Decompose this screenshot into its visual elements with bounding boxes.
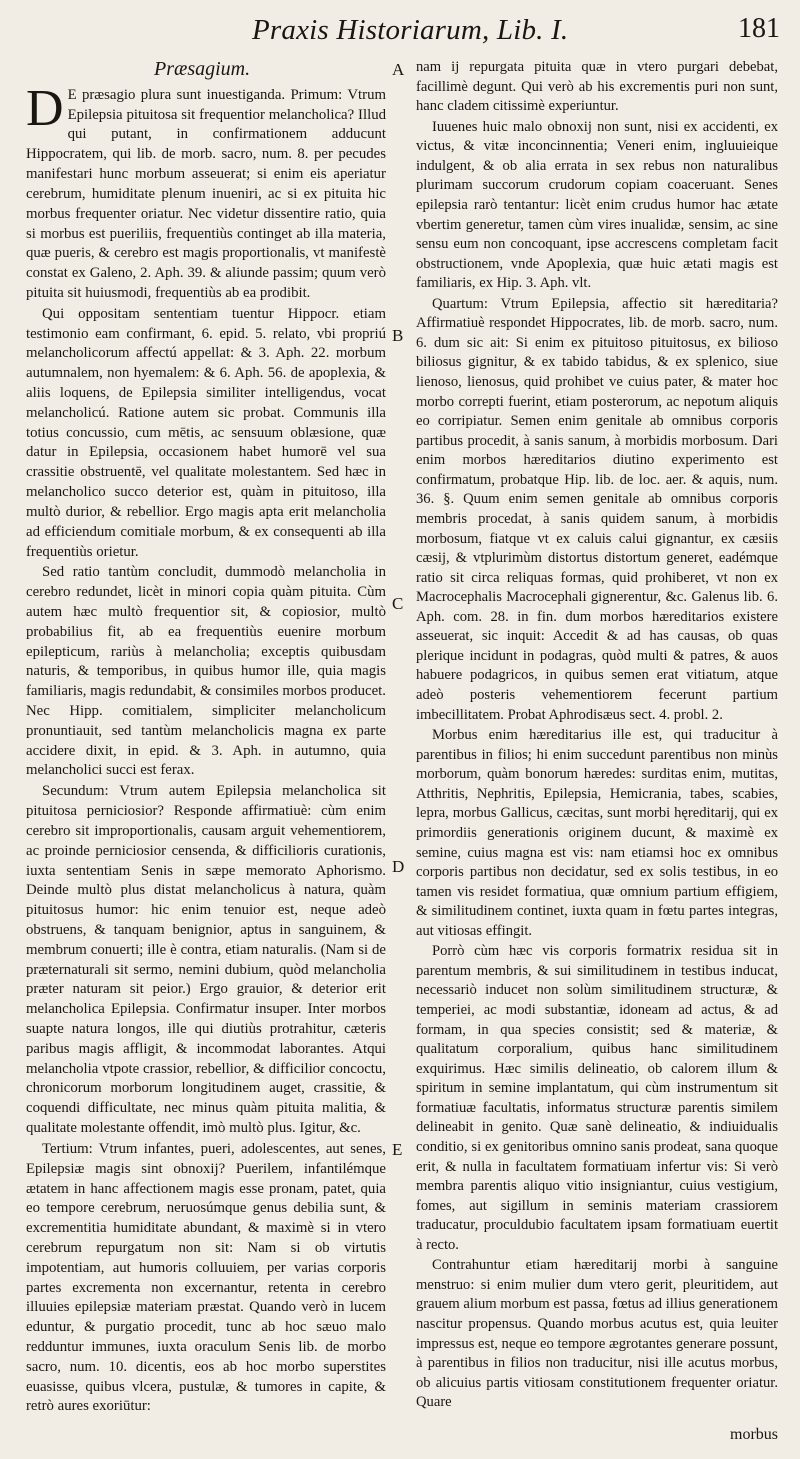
paragraph: Porrò cùm hæc vis corporis formatrix residua sit in parentum membris, & sui similitudinem in testibus inducat, necessariò inducet non solùm similitudinem structuræ, & temperiei, ac modi substantiæ, idoneam ad actus, & ad formam, in qua species consistit; sed & materiæ, & qualitatum corporalium, quibus hanc similitudinem exquirimus. Hæc similis delineatio, ob calorem illum & spiritum in semine implantatum, qui cùm instrumentum sit formatiuæ facultatis, informatus structuræ parentis similem delineabit in genito. Quæ sanè delineatio, & indiuidualis conditio, si ex genitoribus omnino sanis prodeat, sana quoque erit, & nulla in facultatem formatiuam infertur vis: Si verò membra parentis aliquo vitio insigniantur, cuius vestigium, fomes, aut sigillum in seminis materiam crassiorem traducatur, proculdubio facultatem ipsam formatiuam euertit à recto. <box>416 943 778 1253</box>
margin-marker-d: D <box>392 857 405 876</box>
paragraph: Morbus enim hæreditarius ille est, qui traducitur à parentibus in filios; hi enim succedunt parentibus non minùs morborum, quàm bonorum hæredes: surditas enim, mutitas, Atthritis, Nephritis, Epilepsia, Hemicrania, tabes, scabies, lepra, morbus Gallicus, cæcitas, sunt morbi hęreditarij, qui ex primordiis generationis originem ducunt, & maximè ex semine, cuius magna est vis: nam etiamsi hoc ex omnibus corporis partibus non decidatur, sed ex solis testibus, in eo tamen vis residet formatiua, quæ omnium partium effigiem, & similitudinem continet, iuxta quam in fœtu partes integras, aut vitiosas effingit. <box>416 727 778 939</box>
paragraph: Quartum: Vtrum Epilepsia, affectio sit hæreditaria? Affirmatiuè respondet Hippocrates, lib. de morb. sacro, num. 6. dum sic ait: Si enim ex pituitoso pituitosus, ex bilioso biliosus gignitur, & ex tabido tabidus, & ex splenico, siue lienoso, lienosus, quid prohibet ve cuius pater, & mater hoc morbo correpti fuerint, etiam posterorum, ac nepotum aliquis eo corripiatur. Semen enim genitale ab omnibus corporis partibus procedit, à sanis sanum, à morbidis morbosum. Dari enim morbos hæreditarios diutino experimento est confirmatum, probatque Hip. lib. de loc. aer. & aquis, num. 36. §. Quum enim semen genitale ab omnibus corporis membris procedat, à sanis quidem sanum, à morbidis morbosum, fiatque vt ex caluis calui gignantur, ex cæsiis cæsij, & vtplurimùm distortus distortum generet, eadémque ratio sit circa reliquas formas, quid prohiberet, vt non ex Macrocephalis Macrocephali gignerentur, &c. Galenus lib. 6. Aph. com. 28. in fin. dum morbos hæreditarios existere asseuerat, sic inquit: Accedit & ad has causas, ob quas plerique incidunt in podagras, quòd multi & patres, & auos habuere podagricos, in quibus semen erat vitiatum, atque adeò posteris vehementiorem fecerunt partium imbecillitatem. Probat Aphrodisæus sect. 4. probl. 2. <box>416 295 778 723</box>
margin-marker-c: C <box>392 594 404 613</box>
paragraph: Tertium: Vtrum infantes, pueri, adolescentes, aut senes, Epilepsiæ magis sint obnoxij? Puerilem, infantilémque ætatem in hanc affectionem magis esse pronam, patet, quia eo tempore cerebrum, neruosúmque genus debilia sunt, & excrementitia humiditate abundant, & maximè si in vtero cerebrum repurgatum non sit: Nam si ob virtutis impotentiam, aut humoris colluuiem, per varias corporis partes excrementa non excernantur, retenta in cerebro illuuies epilepsiæ materiam præstat. Quando verò in lucem eduntur, & purgatio procedit, tunc ab hoc sæuo malo redduntur immunes, iuxta oraculum Senis lib. de morbo sacro, num. 10. dicentis, eos ab hoc morbo superstites euasisse, quibus vlcera, pustulæ, & tumores in capite, & retrò aures exoriūtur: <box>26 1140 386 1415</box>
section-title: Præsagium. <box>154 58 251 80</box>
paragraph: Secundum: Vtrum autem Epilepsia melancholica sit pituitosa perniciosior? Responde affirmatiuè: cùm enim cerebro sit improportionalis, causam arguit vehementiorem, ac proinde perniciosior censenda, & difficilioris curationis, iuxta sententiam Senis in sæpe memorato Aphorismo. Deinde multò plus distat melancholicus à natura, quàm pituitosus humor: hic enim tenuior est, neque adeò obstruens, & tanquam benignior, aptus in sanguinem, & membrum conuerti; ille è contra, etiam naturalis. (Nam si de præternaturali sit sermo, nemini dubium, quòd melancholia præter naturam sit peior.) Ergo grauior, & deterior erit melancholica Epilepsia. Confirmatur insuper. Inter morbos suapte natura longos, ille qui diutiùs protrahitur, cæteris paribus magis affligit, & incommodat laborantes. Atqui melancholia vtpote crassior, rebellior, & difficilior concoctu, chronicorum morborum longitudinem auget, crassitie, & coquendi difficultate, nec minus quàm pituita malitia, & qualitate molestante offendit, imò multò plus. Igitur, &c. <box>26 783 386 1137</box>
margin-marker-b: B <box>392 326 404 345</box>
dropcap: D <box>26 79 64 137</box>
margin-marker-a: A <box>392 60 405 79</box>
paragraph-text: E præsagio plura sunt inuestiganda. Primum: Vtrum Epilepsia pituitosa sit frequentior melancholica? Illud qui putant, in confirmationem adducunt Hippocratem, qui lib. de morb. sacro, num. 8. per pecudes manifestari hunc morbum asseuerat; si enim eis aperiatur cerebrum, humiditate plenum inueniri, ac si ex pituita hic morbus frequenter oriatur. Nec videtur dissentire ratio, quia si morbus est pueriliis, frequentiùs continget ab illa materia, quæ pueris, & cerebro est magis proportionalis, vt manifestè constat ex Galeno, 2. Aph. 39. & aliunde passim; quum verò pituita sit huiusmodi, frequentiùs ab ea prodibit. <box>26 86 386 301</box>
page-number: 181 <box>738 13 780 44</box>
paragraph: nam ij repurgata pituita quæ in vtero purgari debebat, facillimè degunt. Qui verò ab his excrementis puri non sunt, hanc cladem citissimè experiuntur. <box>416 59 778 115</box>
catchword: morbus <box>730 1426 778 1443</box>
margin-marker-e: E <box>392 1140 403 1159</box>
paragraph: Iuuenes huic malo obnoxij non sunt, nisi ex accidenti, ex victus, & vitæ inconcinnentia; Veneri enim, ingluuieique indulgent, & ob alia errata in sex rebus non naturalibus plurimam succorum crudorum copiam coaceruant. Senes epilepsia rarò tentantur: licèt enim crudus humor hac ætate vbertim generetur, tamen cùm vires inualidæ, sensim, ac sine sensu eum non concoquant, ipse accrescens completam facit obstructionem, vnde Apoplexia, quæ huic ætati magis est familiaris, ex Hip. 3. Aph. vlt. <box>416 118 778 292</box>
paragraph: Contrahuntur etiam hæreditarij morbi à sanguine menstruo: si enim mulier dum vtero gerit, pleuritidem, aut grauem alium morbum est passa, fœtus ad illius generationem nascitur propensus. Quando morbus acutus est, quia leuiter impressus est, neque eo tempore ægrotantes generare possunt, à parentibus in filios non traducitur, nisi ille acutus morbus, ob alicuius partis vitiosam constitutionem frequenter oriatur. Quare <box>416 1257 778 1411</box>
paragraph: Sed ratio tantùm concludit, dummodò melancholia in cerebro redundet, licèt in minori copia quàm pituita. Cùm autem hæc multò frequentior sit, & copiosior, multò probabilius fit, ab ea frequentiùs euenire morbum epilepticum, rariùs à melancholia; exceptis quibusdam naturis, & temporibus, in quibus humor ille, quia magis familiaris, magis redundabit, & consimiles morbos producet. Nec Hipp. comitialem, simpliciter melancholicum pronuntiauit, sed tantùm melancholicis magna ex parte accidere dixit, in epid. & 3. Aph. in autumno, quia melancholici succi est ferax. <box>26 564 386 779</box>
running-title: Praxis Historiarum, Lib. I. <box>252 14 569 46</box>
left-column <box>26 58 386 1418</box>
paragraph <box>26 79 386 304</box>
right-column <box>416 58 778 1414</box>
page-header <box>0 14 800 50</box>
paragraph: Qui oppositam sententiam tuentur Hippocr. etiam testimonio eam confirmant, 6. epid. 5. relato, vbi propriú melancholicorum affectú appellat: & 3. Aph. 22. morbum autumnalem, non hyemalem: & 6. Aph. 56. de apoplexia, & aliis loquens, de Epilepsia similiter intelligendus, vocat melancholicú. Ratione autem sic probat. Communis illa totius concussio, cum mētis, ac sensuum oblæsione, quæ datur in Epilepsia, occasionem habet humorē vel sua crassitie obstruentē, vel qualitate molestantem. Sed hæc in melancholico succo deterior est, quàm in pituitoso, illa multò durior, & rebellior. Ergo magis apta erit melancholia ad efficiendum comitiale morbum, & ex consequenti ab illa frequentiùs orietur. <box>26 305 386 560</box>
